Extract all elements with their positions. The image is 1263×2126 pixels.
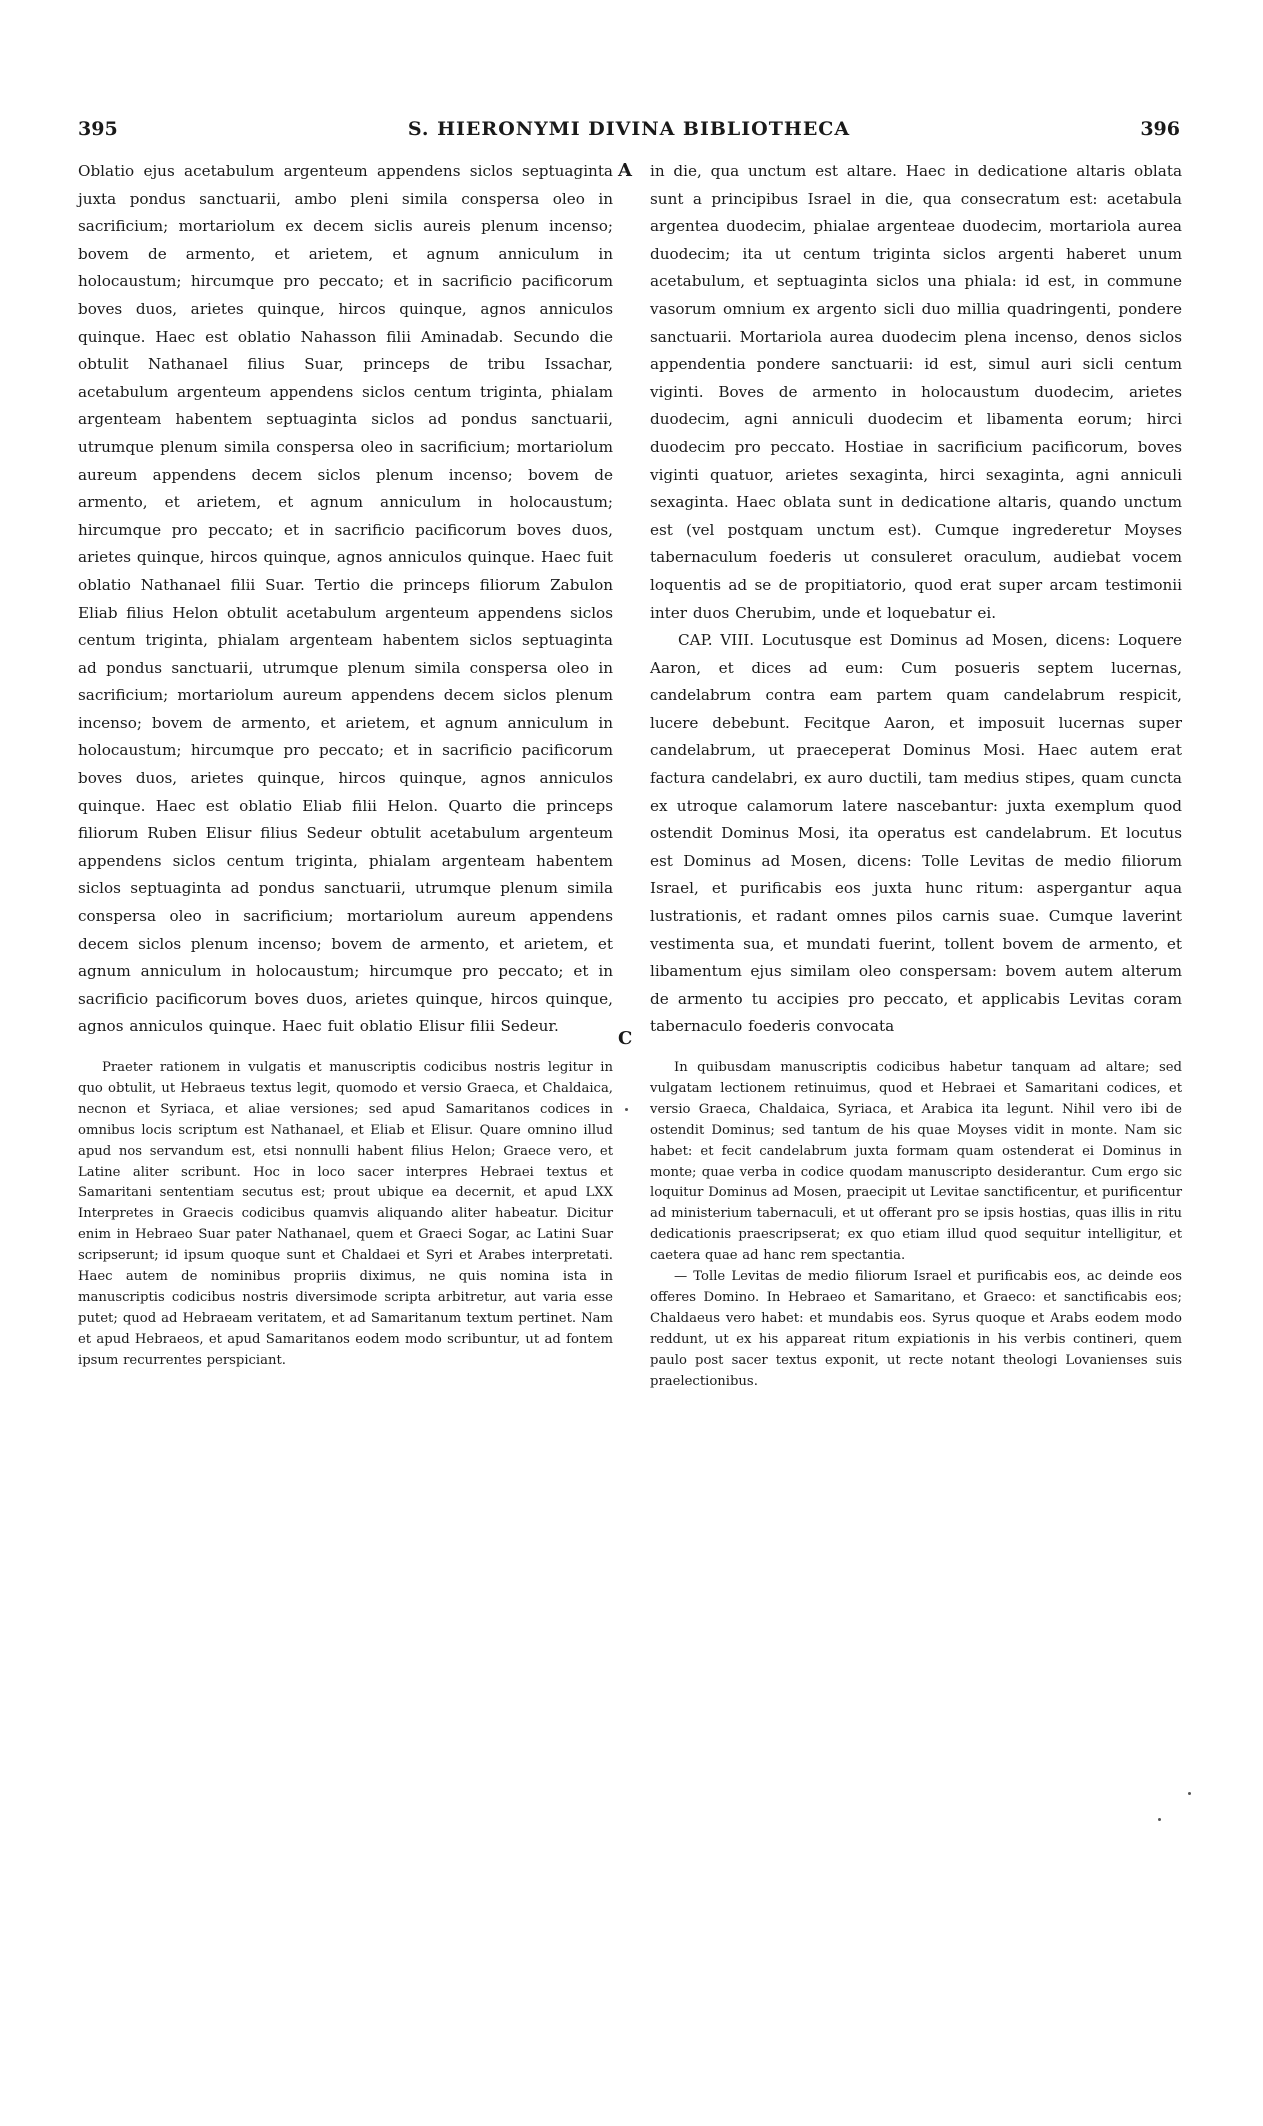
left-column-paragraph: Oblatio ejus acetabulum argenteum appendens siclos septuaginta juxta pondus sanctuarii, ambo pleni simila conspersa oleo in sacrificium; mortariolum ex decem siclis aureis plenum incenso; bovem de armento, et arietem, et agnum anniculum in holocaustum; hircumque pro peccato; et in sacrificio pacificorum boves duos, arietes quinque, hircos quinque, agnos anniculos quinque. Haec est oblatio Nahasson filii Aminadab. Secundo die obtulit Nathanael filius Suar, princeps de tribu Issachar, acetabulum argenteum appendens siclos centum triginta, phialam argenteam habentem septuaginta siclos ad pondus sanctuarii, utrumque plenum simila conspersa oleo in sacrificium; mortariolum aureum appendens decem siclos plenum incenso; bovem de armento, et arietem, et agnum anniculum in holocaustum; hircumque pro peccato; et in sacrificio pacificorum boves duos, arietes quinque, hircos quinque, agnos anniculos quinque. Haec fuit oblatio Nathanael filii Suar. Tertio die princeps filiorum Zabulon Eliab filius Helon obtulit acetabulum argenteum appendens siclos centum triginta, phialam argenteam habentem siclos septuaginta ad pondus sanctuarii, utrumque plenum simila conspersa oleo in sacrificium; mortariolum aureum appendens decem siclos plenum incenso; bovem de armento, et arietem, et agnum anniculum in holocaustum; hircumque pro peccato; et in sacrificio pacificorum boves duos, arietes quinque, hircos quinque, agnos anniculos quinque. Haec est oblatio Eliab filii Helon. Quarto die princeps filiorum Ruben Elisur filius Sedeur obtulit acetabulum argenteum appendens siclos centum triginta, phialam argenteam habentem siclos septuaginta ad pondus sanctuarii, utrumque plenum simila conspersa oleo in sacrificium; mortariolum aureum appendens decem siclos plenum incenso; bovem de armento, et arietem, et agnum anniculum in holocaustum; hircumque pro peccato; et in sacrificio pacificorum boves duos, arietes quinque, hircos quinque, agnos anniculos quinque. Haec fuit oblatio Elisur filii Sedeur.	[78, 162, 613, 1036]
page-number-left: 395	[78, 118, 118, 140]
speck-mark	[1188, 1792, 1191, 1795]
right-column-paragraph: in die, qua unctum est altare. Haec in dedicatione altaris oblata sunt a principibus Israel in die, qua consecratum est: acetabula argentea duodecim, phialae argenteae duodecim, mortariola aurea duodecim; ita ut centum triginta siclos argenti haberet unum acetabulum, et septuaginta siclos una phiala: id est, in commune vasorum omnium ex argento sicli duo millia quadringenti, pondere sanctuarii. Mortariola aurea duodecim plena incenso, denos siclos appendentia pondere sanctuarii: id est, simul auri sicli centum viginti. Boves de armento in holocaustum duodecim, arietes duodecim, agni anniculi duodecim et libamenta eorum; hirci duodecim pro peccato. Hostiae in sacrificium pacificorum, boves viginti quatuor, arietes sexaginta, hirci sexaginta, agni anniculi sexaginta. Haec oblata sunt in dedicatione altaris, quando unctum est (vel postquam unctum est). Cumque ingrederetur Moyses tabernaculum foederis ut consuleret oraculum, audiebat vocem loquentis ad se de propitiatorio, quod erat super arcam testimonii inter duos Cherubim, unde et loquebatur ei.	[650, 162, 1182, 622]
left-column-text	[78, 158, 613, 1036]
right-note-paragraph: — Tolle Levitas de medio filiorum Israel et purificabis eos, ac deinde eos offeres Domino. In Hebraeo et Samaritano, et Graeco: et sanctificabis eos; Chaldaeus vero habet: et mundabis eos. Syrus quoque et Arabs eodem modo reddunt, ut ex his appareat ritum expiationis in his verbis contineri, quem paulo post sacer textus exponit, ut recte notant theologi Lovanienses suis praelectionibus.	[650, 1269, 1182, 1389]
left-column-notes	[78, 1058, 613, 1618]
speck-mark	[1158, 1818, 1161, 1821]
right-note-paragraph: In quibusdam manuscriptis codicibus habetur tanquam ad altare; sed vulgatam lectionem retinuimus, quod et Hebraei et Samaritani codices, et versio Graeca, Chaldaica, Syriaca, et Arabica ita legunt. Nihil vero ibi de ostendit Dominus; sed tantum de his quae Moyses vidit in monte. Nam sic habet: et fecit candelabrum juxta formam quam ostenderat ei Dominus in monte; quae verba in codice quodam manuscripto desiderantur. Cum ergo sic loquitur Dominus ad Mosen, praecipit ut Levitae sanctificentur, et purificentur ad ministerium tabernaculi, et ut offerant pro se ipsis hostias, quas illis in ritu dedicationis praescripserat; ex quo etiam illud quod sequitur intelligitur, et caetera quae ad hanc rem spectantia.	[650, 1060, 1182, 1264]
page-number-right: 396	[1140, 118, 1180, 140]
right-column-paragraph: CAP. VIII. Locutusque est Dominus ad Mosen, dicens: Loquere Aaron, et dices ad eum: Cum posueris septem lucernas, candelabrum contra eam partem quam candelabrum respicit, lucere debebunt. Fecitque Aaron, et imposuit lucernas super candelabrum, ut praeceperat Dominus Mosi. Haec autem erat factura candelabri, ex auro ductili, tam medius stipes, quam cuncta ex utroque calamorum latere nascebantur: juxta exemplum quod ostendit Dominus Mosi, ita operatus est candelabrum. Et locutus est Dominus ad Mosen, dicens: Tolle Levitas de medio filiorum Israel, et purificabis eos juxta hunc ritum: aspergantur aqua lustrationis, et radant omnes pilos carnis suae. Cumque laverint vestimenta sua, et mundati fuerint, tollent bovem de armento, et libamentum ejus similam oleo conspersam: bovem autem alterum de armento tu accipies pro peccato, et applicabis Levitas coram tabernaculo foederis convocata	[650, 631, 1182, 1036]
running-header	[78, 118, 1180, 148]
right-column-notes	[650, 1058, 1182, 1618]
right-column-text	[650, 158, 1182, 1036]
speck-mark	[625, 1108, 628, 1111]
running-title: S. HIERONYMI DIVINA BIBLIOTHECA	[407, 118, 851, 140]
margin-letter-a: A	[618, 160, 632, 181]
left-note-paragraph: Praeter rationem in vulgatis et manuscriptis codicibus nostris legitur in quo obtulit, ut Hebraeus textus legit, quomodo et versio Graeca, et Chaldaica, necnon et Syriaca, et aliae versiones; sed apud Samaritanos codices in omnibus locis scriptum est Nathanael, et Eliab et Elisur. Quare omnino illud apud nos servandum est, etsi nonnulli habent filius Helon; Graece vero, et Latine aliter scribunt. Hoc in loco sacer interpres Hebraei textus et Samaritani sententiam secutus est; prout ubique ea decernit, et apud LXX Interpretes in Graecis codicibus quamvis aliquando aliter habeatur. Dicitur enim in Hebraeo Suar pater Nathanael, quem et Graeci Sogar, ac Latini Suar scripserunt; id ipsum quoque sunt et Chaldaei et Syri et Arabes interpretati. Haec autem de nominibus propriis diximus, ne quis nomina ista in manuscriptis codicibus nostris diversimode scripta arbitretur, aut varia esse putet; quod ad Hebraeam veritatem, et ad Samaritanum textum pertinet. Nam et apud Hebraeos, et apud Samaritanos eodem modo scribuntur, ut ad fontem ipsum recurrentes perspiciant.	[78, 1060, 613, 1368]
margin-letter-c: C	[618, 1028, 633, 1049]
